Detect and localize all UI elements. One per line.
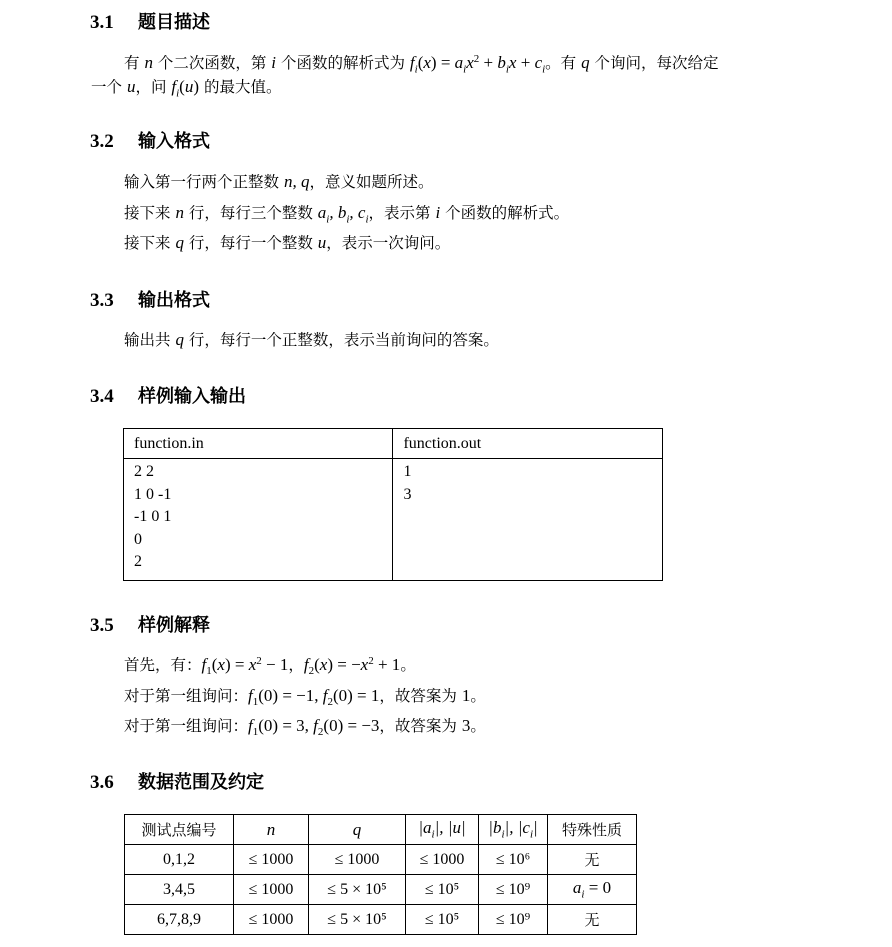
sample-output-line: 3 — [403, 485, 412, 503]
sample-input-line: 1 0 -1 — [134, 485, 172, 503]
table-cell: 6,7,8,9 — [125, 905, 234, 935]
section-title: 样例解释 — [138, 615, 210, 636]
sample-io-table — [123, 428, 663, 581]
section-title: 输入格式 — [138, 131, 210, 152]
explanation-line-1: 首先，有：$f_1(x) = x^2 - 1$，$f_2(x) = -x^2 + 1$。 — [124, 654, 416, 678]
table-cell: ≤ 1000 — [234, 875, 309, 905]
table-cell: 无 — [548, 905, 637, 935]
header-cell — [406, 815, 479, 845]
input-line-1: 输入第一行两个正整数 n, q，意义如题所述。 — [124, 172, 434, 191]
table-cell: 无 — [548, 845, 637, 875]
section-heading-3-2 — [90, 127, 210, 153]
sample-input-cell — [124, 459, 393, 581]
table-cell: 0,1,2 — [125, 845, 234, 875]
section-number: 3.5 — [90, 615, 114, 636]
sample-output-cell — [393, 459, 663, 581]
table-cell: 3,4,5 — [125, 875, 234, 905]
data-range-table — [124, 814, 637, 935]
table-cell: ≤ 10⁵ — [406, 905, 479, 935]
table-cell: ≤ 10⁹ — [479, 905, 548, 935]
section-heading-3-4 — [90, 382, 246, 408]
section-heading-3-5 — [90, 611, 210, 637]
table-cell: ≤ 1000 — [234, 905, 309, 935]
header-cell-text: $|a_i|$, |u| — [418, 818, 466, 841]
header-cell — [309, 815, 406, 845]
section-heading-3-3 — [90, 286, 210, 312]
sample-input-line: 2 — [134, 553, 142, 570]
table-cell: ≤ 5 × 10⁵ — [309, 905, 406, 935]
section-heading-3-6 — [90, 768, 264, 794]
description-line-1: 有 n 个二次函数，第 i 个函数的解析式为 $f_i(x) = a_ix^2 + b_ix + c_i$。有 q 个询问，每次给定 — [124, 52, 719, 76]
section-number: 3.2 — [90, 131, 114, 152]
table-cell: ≤ 1000 — [234, 845, 309, 875]
sample-input-line: 0 — [134, 530, 142, 548]
table-cell: ≤ 10⁵ — [406, 875, 479, 905]
sample-output-line: 1 — [403, 463, 412, 480]
table-cell: ≤ 1000 — [309, 845, 406, 875]
table-cell: ≤ 1000 — [406, 845, 479, 875]
header-cell: 测试点编号 — [125, 815, 234, 845]
table-row — [125, 905, 637, 935]
section-title: 数据范围及约定 — [138, 772, 264, 793]
header-cell-text: $|b_i|$, $|c_i|$ — [488, 818, 538, 841]
header-cell: 特殊性质 — [548, 815, 637, 845]
section-number: 3.3 — [90, 290, 114, 311]
input-line-2: 接下来 n 行，每行三个整数 $a_i$, $b_i$, $c_i$，表示第 i 个函数的解析式。 — [124, 203, 570, 226]
sample-input-header: function.in — [124, 429, 393, 459]
header-cell-text: q — [352, 819, 362, 839]
section-heading-3-1 — [90, 8, 210, 34]
table-row — [125, 845, 637, 875]
table-cell: ≤ 5 × 10⁵ — [309, 875, 406, 905]
input-line-3: 接下来 q 行，每行一个整数 u，表示一次询问。 — [124, 233, 451, 252]
output-line-1: 输出共 q 行，每行一个正整数，表示当前询问的答案。 — [124, 330, 499, 349]
section-title: 题目描述 — [138, 12, 210, 33]
section-number: 3.4 — [90, 386, 114, 407]
section-title: 样例输入输出 — [138, 386, 246, 407]
header-cell — [234, 815, 309, 845]
table-header-row — [125, 815, 637, 845]
special-property-text: $a_i$ — [572, 878, 585, 901]
sample-input-line: 2 2 — [134, 463, 154, 480]
section-number: 3.6 — [90, 772, 114, 793]
section-number: 3.1 — [90, 12, 114, 33]
section-title: 输出格式 — [138, 290, 210, 311]
sample-output-header: function.out — [393, 429, 663, 459]
explanation-line-2: 对于第一组询问：$f_1(0) = -1$, $f_2(0) = 1$，故答案为 1。 — [124, 686, 486, 709]
header-cell — [479, 815, 548, 845]
description-line-2: 一个 u，问 $f_i(u)$ 的最大值。 — [91, 77, 282, 100]
table-cell: $a_i = 0$ — [548, 875, 637, 905]
table-row — [125, 875, 637, 905]
sample-input-line: -1 0 1 — [134, 508, 172, 525]
table-cell: ≤ 10⁹ — [479, 875, 548, 905]
header-cell-text: n — [266, 819, 276, 839]
table-cell: ≤ 10⁶ — [479, 845, 548, 875]
explanation-line-3: 对于第一组询问：$f_1(0) = 3$, $f_2(0) = -3$，故答案为 3。 — [124, 716, 486, 739]
